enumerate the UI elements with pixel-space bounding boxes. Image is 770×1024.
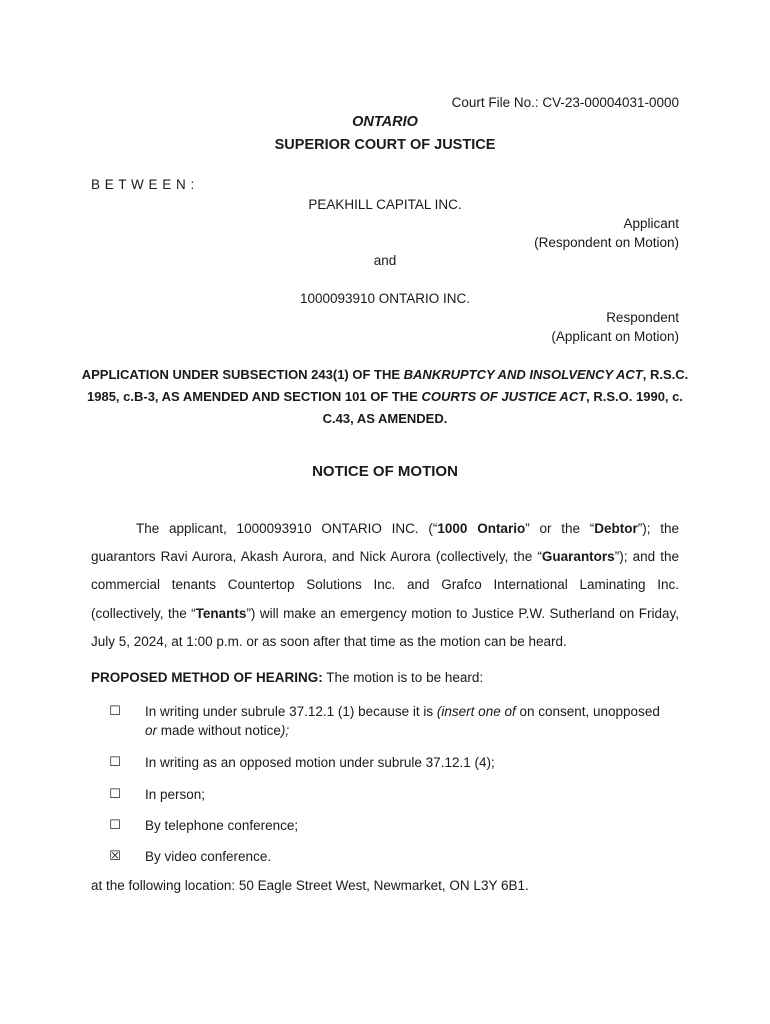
applicant-name: PEAKHILL CAPITAL INC.: [308, 197, 462, 212]
checkbox-icon-unchecked: ☐: [109, 704, 121, 719]
option-writing-unopposed-line-2: or made without notice);: [145, 723, 290, 738]
checkbox-icon-unchecked: ☐: [109, 818, 121, 833]
body-line-5: July 5, 2024, at 1:00 p.m. or as soon after that time as the motion can be heard.: [91, 634, 567, 649]
respondent-role: Respondent: [606, 310, 679, 325]
application-heading-line-3: C.43, AS AMENDED.: [322, 411, 448, 426]
applicant-role-motion: (Respondent on Motion): [534, 235, 679, 250]
body-line-2: guarantors Ravi Aurora, Akash Aurora, and Nick Aurora (collectively, the “Guarantors”); and the: [91, 549, 679, 564]
application-heading-line-2: 1985, c.B-3, AS AMENDED AND SECTION 101 OF THE COURTS OF JUSTICE ACT, R.S.O. 1990, c.: [87, 389, 683, 404]
hearing-method: PROPOSED METHOD OF HEARING: The motion is to be heard:: [91, 670, 484, 685]
hearing-location: at the following location: 50 Eagle Street West, Newmarket, ON L3Y 6B1.: [91, 878, 529, 893]
court-name: SUPERIOR COURT OF JUSTICE: [274, 137, 496, 153]
body-line-3: commercial tenants Countertop Solutions Inc. and Grafco International Laminating Inc.: [91, 577, 679, 592]
checkbox-icon-unchecked: ☐: [109, 787, 121, 802]
option-in-person: In person;: [145, 787, 206, 802]
and-separator: and: [373, 253, 397, 268]
between-label: B E T W E E N :: [91, 177, 195, 192]
option-writing-opposed: In writing as an opposed motion under subrule 37.12.1 (4);: [145, 755, 495, 770]
body-line-1: The applicant, 1000093910 ONTARIO INC. (“1000 Ontario” or the “Debtor”); the: [136, 521, 679, 536]
province-heading: ONTARIO: [352, 114, 418, 130]
body-line-4: (collectively, the “Tenants”) will make an emergency motion to Justice P.W. Sutherland on Friday,: [91, 606, 679, 621]
respondent-name: 1000093910 ONTARIO INC.: [299, 291, 471, 306]
respondent-role-motion: (Applicant on Motion): [551, 329, 679, 344]
checkbox-icon-checked: ☒: [109, 849, 121, 864]
option-writing-unopposed-line-1: In writing under subrule 37.12.1 (1) because it is (insert one of on consent, unopposed: [145, 704, 660, 719]
application-heading-line-1: APPLICATION UNDER SUBSECTION 243(1) OF THE BANKRUPTCY AND INSOLVENCY ACT, R.S.C.: [81, 367, 689, 382]
option-video: By video conference.: [145, 849, 272, 864]
checkbox-icon-unchecked: ☐: [109, 755, 121, 770]
option-telephone: By telephone conference;: [145, 818, 299, 833]
notice-title: NOTICE OF MOTION: [312, 463, 458, 480]
court-file-number: Court File No.: CV-23-00004031-0000: [451, 95, 679, 110]
applicant-role: Applicant: [623, 216, 679, 231]
